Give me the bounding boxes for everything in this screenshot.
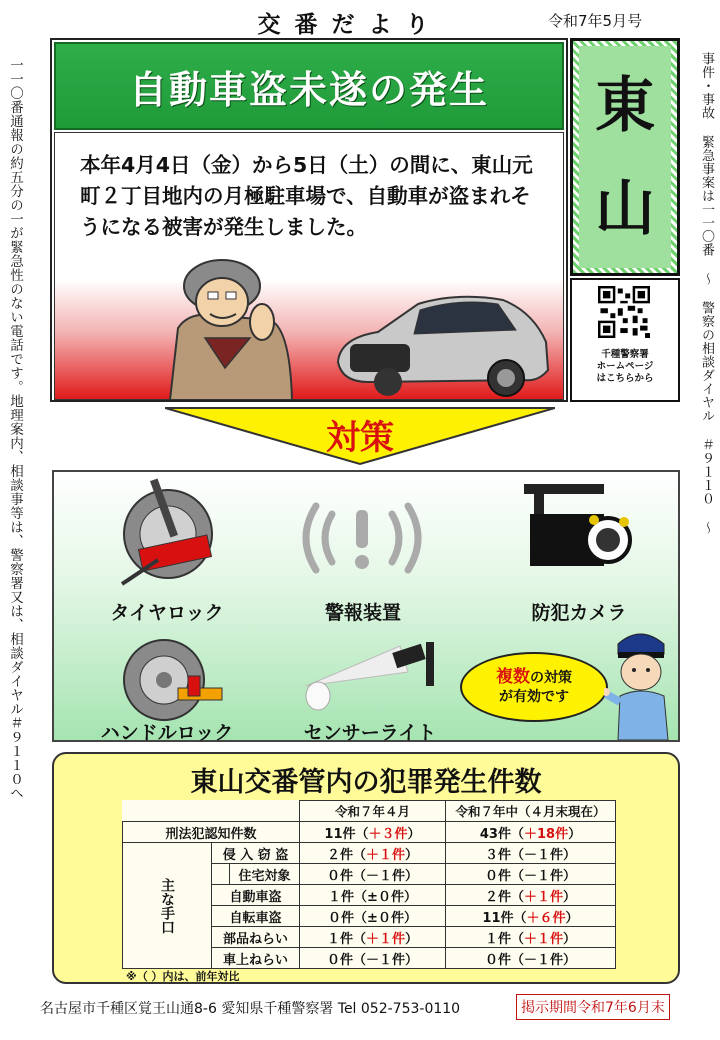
ytd-value: １件（＋１件）: [446, 927, 616, 948]
issue-date: 令和7年5月号: [548, 12, 643, 30]
sensor-light-label: センサーライト: [303, 722, 437, 744]
ytd-value: 11件（＋６件）: [446, 906, 616, 927]
newsletter-title: 交番だより: [257, 12, 443, 38]
month-value: １件（±０件）: [300, 885, 446, 906]
right-side-notice: 事件・事故 緊急事案は一一〇番 〜 警察の相談ダイヤル ＃９１１０ 〜: [699, 52, 714, 535]
month-value: ０件（－１件）: [300, 864, 446, 885]
incident-description: 本年4月4日（金）から5日（土）の間に、東山元町２丁目地内の月極駐車場で、自動車が盗まれそうになる被害が発生しました。: [80, 153, 533, 239]
sensor-light-icon: [296, 636, 442, 716]
month-value: ０件（±０件）: [300, 906, 446, 927]
station-name-box: [570, 38, 680, 276]
month-value: ２件（＋１件）: [300, 843, 446, 864]
station-char-1: 東: [595, 70, 655, 141]
thief-illustration-icon: [150, 258, 310, 400]
station-char-2: 山: [595, 173, 655, 244]
handle-lock-label: ハンドルロック: [100, 722, 234, 744]
ytd-value: 43件（＋18件）: [446, 822, 616, 843]
tire-lock-label: タイヤロック: [110, 602, 224, 624]
side-label-main-methods: 主な手口: [123, 843, 212, 969]
month-value: １件（＋１件）: [300, 927, 446, 948]
footer-address: 名古屋市千種区覚王山通8-6 愛知県千種警察署 Tel 052-753-0110: [40, 1001, 461, 1017]
table-row: [123, 843, 616, 864]
security-camera-icon: [524, 478, 634, 578]
crime-stats-note: ※（ ）内は、前年対比: [126, 970, 240, 983]
row-label: 刑法犯認知件数: [123, 822, 300, 843]
alarm-label: 警報装置: [324, 602, 401, 624]
row-label: 自転車盗: [212, 906, 300, 927]
camera-label: 防犯カメラ: [531, 602, 627, 624]
month-value: ０件（－１件）: [300, 948, 446, 969]
ytd-value: ０件（－１件）: [446, 864, 616, 885]
ytd-value: ２件（＋１件）: [446, 885, 616, 906]
incident-title: 自動車盗未遂の発生: [128, 67, 489, 112]
row-label: 侵 入 窃 盗: [212, 843, 300, 864]
row-label: 車上ねらい: [212, 948, 300, 969]
alarm-icon: [292, 498, 432, 578]
car-illustration-icon: [328, 282, 554, 398]
left-side-notice: 一一〇番通報の約五分の一が緊急性のない電話です。地理案内、相談事等は、警察署又は、相談ダイヤル＃９１１０へ: [7, 58, 23, 800]
police-officer-icon: [604, 624, 678, 740]
table-row: [123, 822, 616, 843]
col-header-month: 令和７年４月: [300, 801, 446, 822]
countermeasures-heading: 対策: [326, 418, 394, 458]
col-header-ytd: 令和７年中（４月末現在）: [446, 801, 616, 822]
crime-stats-title: 東山交番管内の犯罪発生件数: [190, 767, 542, 798]
row-label: 住宅対象: [230, 864, 300, 885]
handle-lock-icon: [118, 636, 228, 722]
ytd-value: ０件（－１件）: [446, 948, 616, 969]
row-label: 部品ねらい: [212, 927, 300, 948]
month-value: 11件（＋３件）: [300, 822, 446, 843]
crime-stats-table: [122, 800, 616, 969]
tire-lock-icon: [118, 476, 218, 586]
incident-banner: [54, 42, 564, 130]
qr-caption: 千種警察署 ホームページ はこちらから: [596, 349, 654, 384]
advice-bubble: 複数の対策 が有効です: [460, 652, 608, 722]
qr-code-icon[interactable]: [598, 286, 650, 338]
row-label: 自動車盗: [212, 885, 300, 906]
ytd-value: ３件（－１件）: [446, 843, 616, 864]
posting-period: 掲示期間令和7年6月末: [516, 994, 670, 1020]
